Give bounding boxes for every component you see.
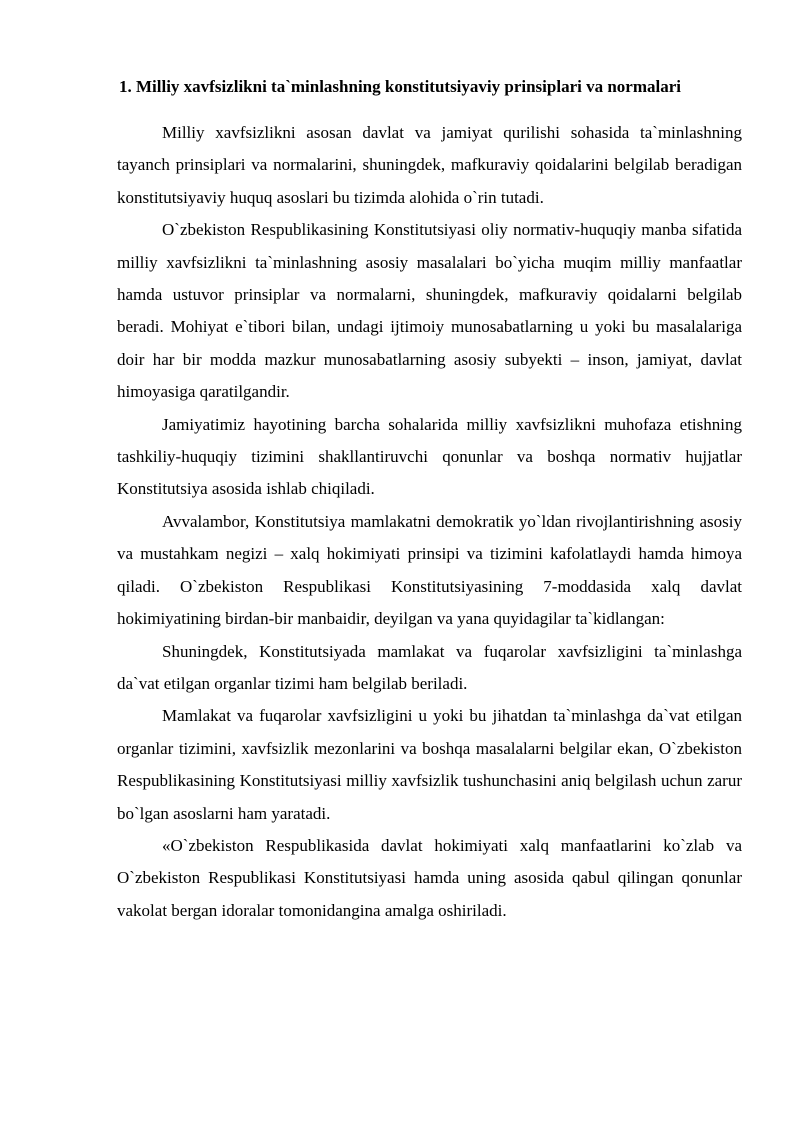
section-heading: 1. Milliy xavfsizlikni ta`minlashning konstitutsiyaviy prinsiplari va normalari xyxy=(118,77,681,96)
paragraph: O`zbekiston Respublikasining Konstitutsiyasi oliy normativ-huquqiy manba sifatida milliy xavfsizlikni ta`minlashning asosiy masalalari bo`yicha muqim milliy manfaatlar hamda ustuvor prinsiplar va normalarni, shuningdek, mafkuraviy qoidalarni belgilab beradi. Mohiyat e`tibori bilan, undagi ijtimoiy munosabatlarning u yoki bu masalalariga doir har bir modda mazkur munosabatlarning asosiy subyekti – inson, jamiyat, davlat himoyasiga qaratilgandir. xyxy=(117,220,742,402)
paragraph: Mamlakat va fuqarolar xavfsizligini u yoki bu jihatdan ta`minlashga da`vat etilgan organlar tizimini, xavfsizlik mezonlarini va boshqa masalalarni belgilar ekan, O`zbekiston Respublikasining Konstitutsiyasi milliy xavfsizlik tushunchasini aniq belgilash uchun zarur bo`lgan asoslarni ham yaratadi. xyxy=(117,706,742,823)
paragraph: Jamiyatimiz hayotining barcha sohalarida milliy xavfsizlikni muhofaza etishning tashkiliy-huquqiy tizimini shakllantiruvchi qonunlar va boshqa normativ hujjatlar Konstitutsiya asosida ishlab chiqiladi. xyxy=(117,414,742,499)
paragraph: «O`zbekiston Respublikasida davlat hokimiyati xalq manfaatlarini ko`zlab va O`zbekiston Respublikasi Konstitutsiyasi hamda uning asosida qabul qilingan qonunlar vakolat bergan idoralar tomonidangina amalga oshiriladi. xyxy=(117,835,742,920)
paragraph: Milliy xavfsizlikni asosan davlat va jamiyat qurilishi sohasida ta`minlashning tayanch prinsiplari va normalarini, shuningdek, mafkuraviy qoidalarini belgilab beradigan konstitutsiyaviy huquq asoslari bu tizimda alohida o`rin tutadi. xyxy=(117,123,742,207)
document-body xyxy=(117,117,742,927)
paragraph: Shuningdek, Konstitutsiyada mamlakat va fuqarolar xavfsizligini ta`minlashga da`vat etilgan organlar tizimi ham belgilab beriladi. xyxy=(117,641,742,693)
paragraph: Avvalambor, Konstitutsiya mamlakatni demokratik yo`ldan rivojlantirishning asosiy va mustahkam negizi – xalq hokimiyati prinsipi va tizimini kafolatlaydi hamda himoya qiladi. O`zbekiston Respublikasi Konstitutsiyasining 7-moddasida xalq davlat hokimiyatining birdan-bir manbaidir, deyilgan va yana quyidagilar ta`kidlangan: xyxy=(117,511,742,629)
